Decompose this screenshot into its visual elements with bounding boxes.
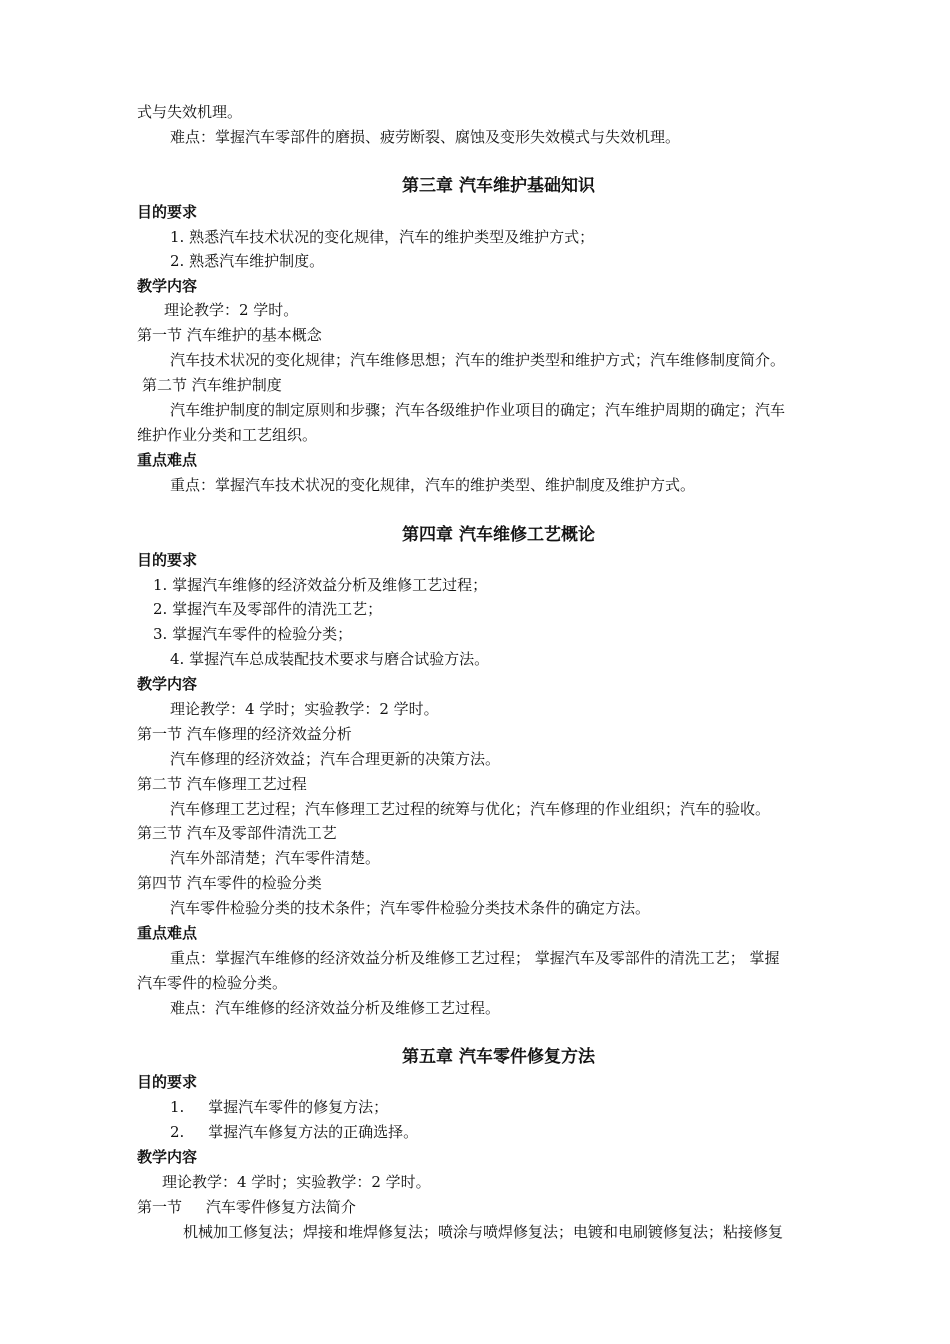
list-item: 3. 掌握汽车零件的检验分类； xyxy=(153,625,353,643)
subsection-title: 第二节 汽车修理工艺过程 xyxy=(137,775,307,793)
text-line: 汽车技术状况的变化规律；汽车维修思想；汽车的维护类型和维护方式；汽车维修制度简介。 xyxy=(170,351,786,369)
list-item: 1. 掌握汽车维修的经济效益分析及维修工艺过程； xyxy=(153,576,488,594)
list-item: 2. 熟悉汽车维护制度。 xyxy=(170,252,325,270)
subsection-title: 第一节 汽车维护的基本概念 xyxy=(137,326,322,344)
text-line: 式与失效机理。 xyxy=(137,103,243,121)
text-line: 机械加工修复法；焊接和堆焊修复法；喷涂与喷焊修复法；电镀和电刷镀修复法；粘接修复 xyxy=(183,1223,784,1241)
subsection-title: 第三节 汽车及零部件清洗工艺 xyxy=(137,824,337,842)
list-item: 4. 掌握汽车总成装配技术要求与磨合试验方法。 xyxy=(170,650,490,668)
list-item: 1. 熟悉汽车技术状况的变化规律，汽车的维护类型及维护方式； xyxy=(170,228,595,246)
text-line: 重点：掌握汽车维修的经济效益分析及维修工艺过程； 掌握汽车及零部件的清洗工艺； 掌握 xyxy=(170,949,780,967)
section-label: 教学内容 xyxy=(137,1148,198,1166)
chapter-heading: 第四章 汽车维修工艺概论 xyxy=(402,525,595,545)
text-line: 汽车外部清楚；汽车零件清楚。 xyxy=(170,849,381,867)
section-label: 目的要求 xyxy=(137,1073,198,1091)
section-label: 重点难点 xyxy=(137,451,198,469)
subsection-title: 第二节 汽车维护制度 xyxy=(142,376,282,394)
text-line: 汽车零件的检验分类。 xyxy=(137,974,288,992)
text-line: 维护作业分类和工艺组织。 xyxy=(137,426,318,444)
text-line: 汽车修理的经济效益；汽车合理更新的决策方法。 xyxy=(170,750,501,768)
section-label: 教学内容 xyxy=(137,277,198,295)
text-line: 汽车修理工艺过程；汽车修理工艺过程的统筹与优化；汽车修理的作业组织；汽车的验收。 xyxy=(170,800,771,818)
list-item: 1. 掌握汽车零件的修复方法； xyxy=(170,1098,389,1116)
list-item: 2. 掌握汽车修复方法的正确选择。 xyxy=(170,1123,419,1141)
text-line: 理论教学：4 学时；实验教学：2 学时。 xyxy=(162,1173,431,1191)
text-line: 理论教学：4 学时；实验教学：2 学时。 xyxy=(170,700,439,718)
subsection-title: 第一节 汽车修理的经济效益分析 xyxy=(137,725,352,743)
section-label: 重点难点 xyxy=(137,924,198,942)
text-line: 难点：掌握汽车零部件的磨损、疲劳断裂、腐蚀及变形失效模式与失效机理。 xyxy=(170,128,681,146)
chapter-heading: 第三章 汽车维护基础知识 xyxy=(402,176,595,196)
chapter-heading: 第五章 汽车零件修复方法 xyxy=(402,1047,595,1067)
text-line: 汽车零件检验分类的技术条件；汽车零件检验分类技术条件的确定方法。 xyxy=(170,899,651,917)
text-line: 汽车维护制度的制定原则和步骤；汽车各级维护作业项目的确定；汽车维护周期的确定；汽车 xyxy=(170,401,786,419)
section-label: 目的要求 xyxy=(137,203,198,221)
text-line: 重点：掌握汽车技术状况的变化规律，汽车的维护类型、维护制度及维护方式。 xyxy=(170,476,696,494)
text-line: 理论教学：2 学时。 xyxy=(164,301,299,319)
subsection-title: 第四节 汽车零件的检验分类 xyxy=(137,874,322,892)
text-line: 难点：汽车维修的经济效益分析及维修工艺过程。 xyxy=(170,999,501,1017)
section-label: 目的要求 xyxy=(137,551,198,569)
subsection-title: 第一节 汽车零件修复方法简介 xyxy=(137,1198,356,1216)
section-label: 教学内容 xyxy=(137,675,198,693)
list-item: 2. 掌握汽车及零部件的清洗工艺； xyxy=(153,600,383,618)
